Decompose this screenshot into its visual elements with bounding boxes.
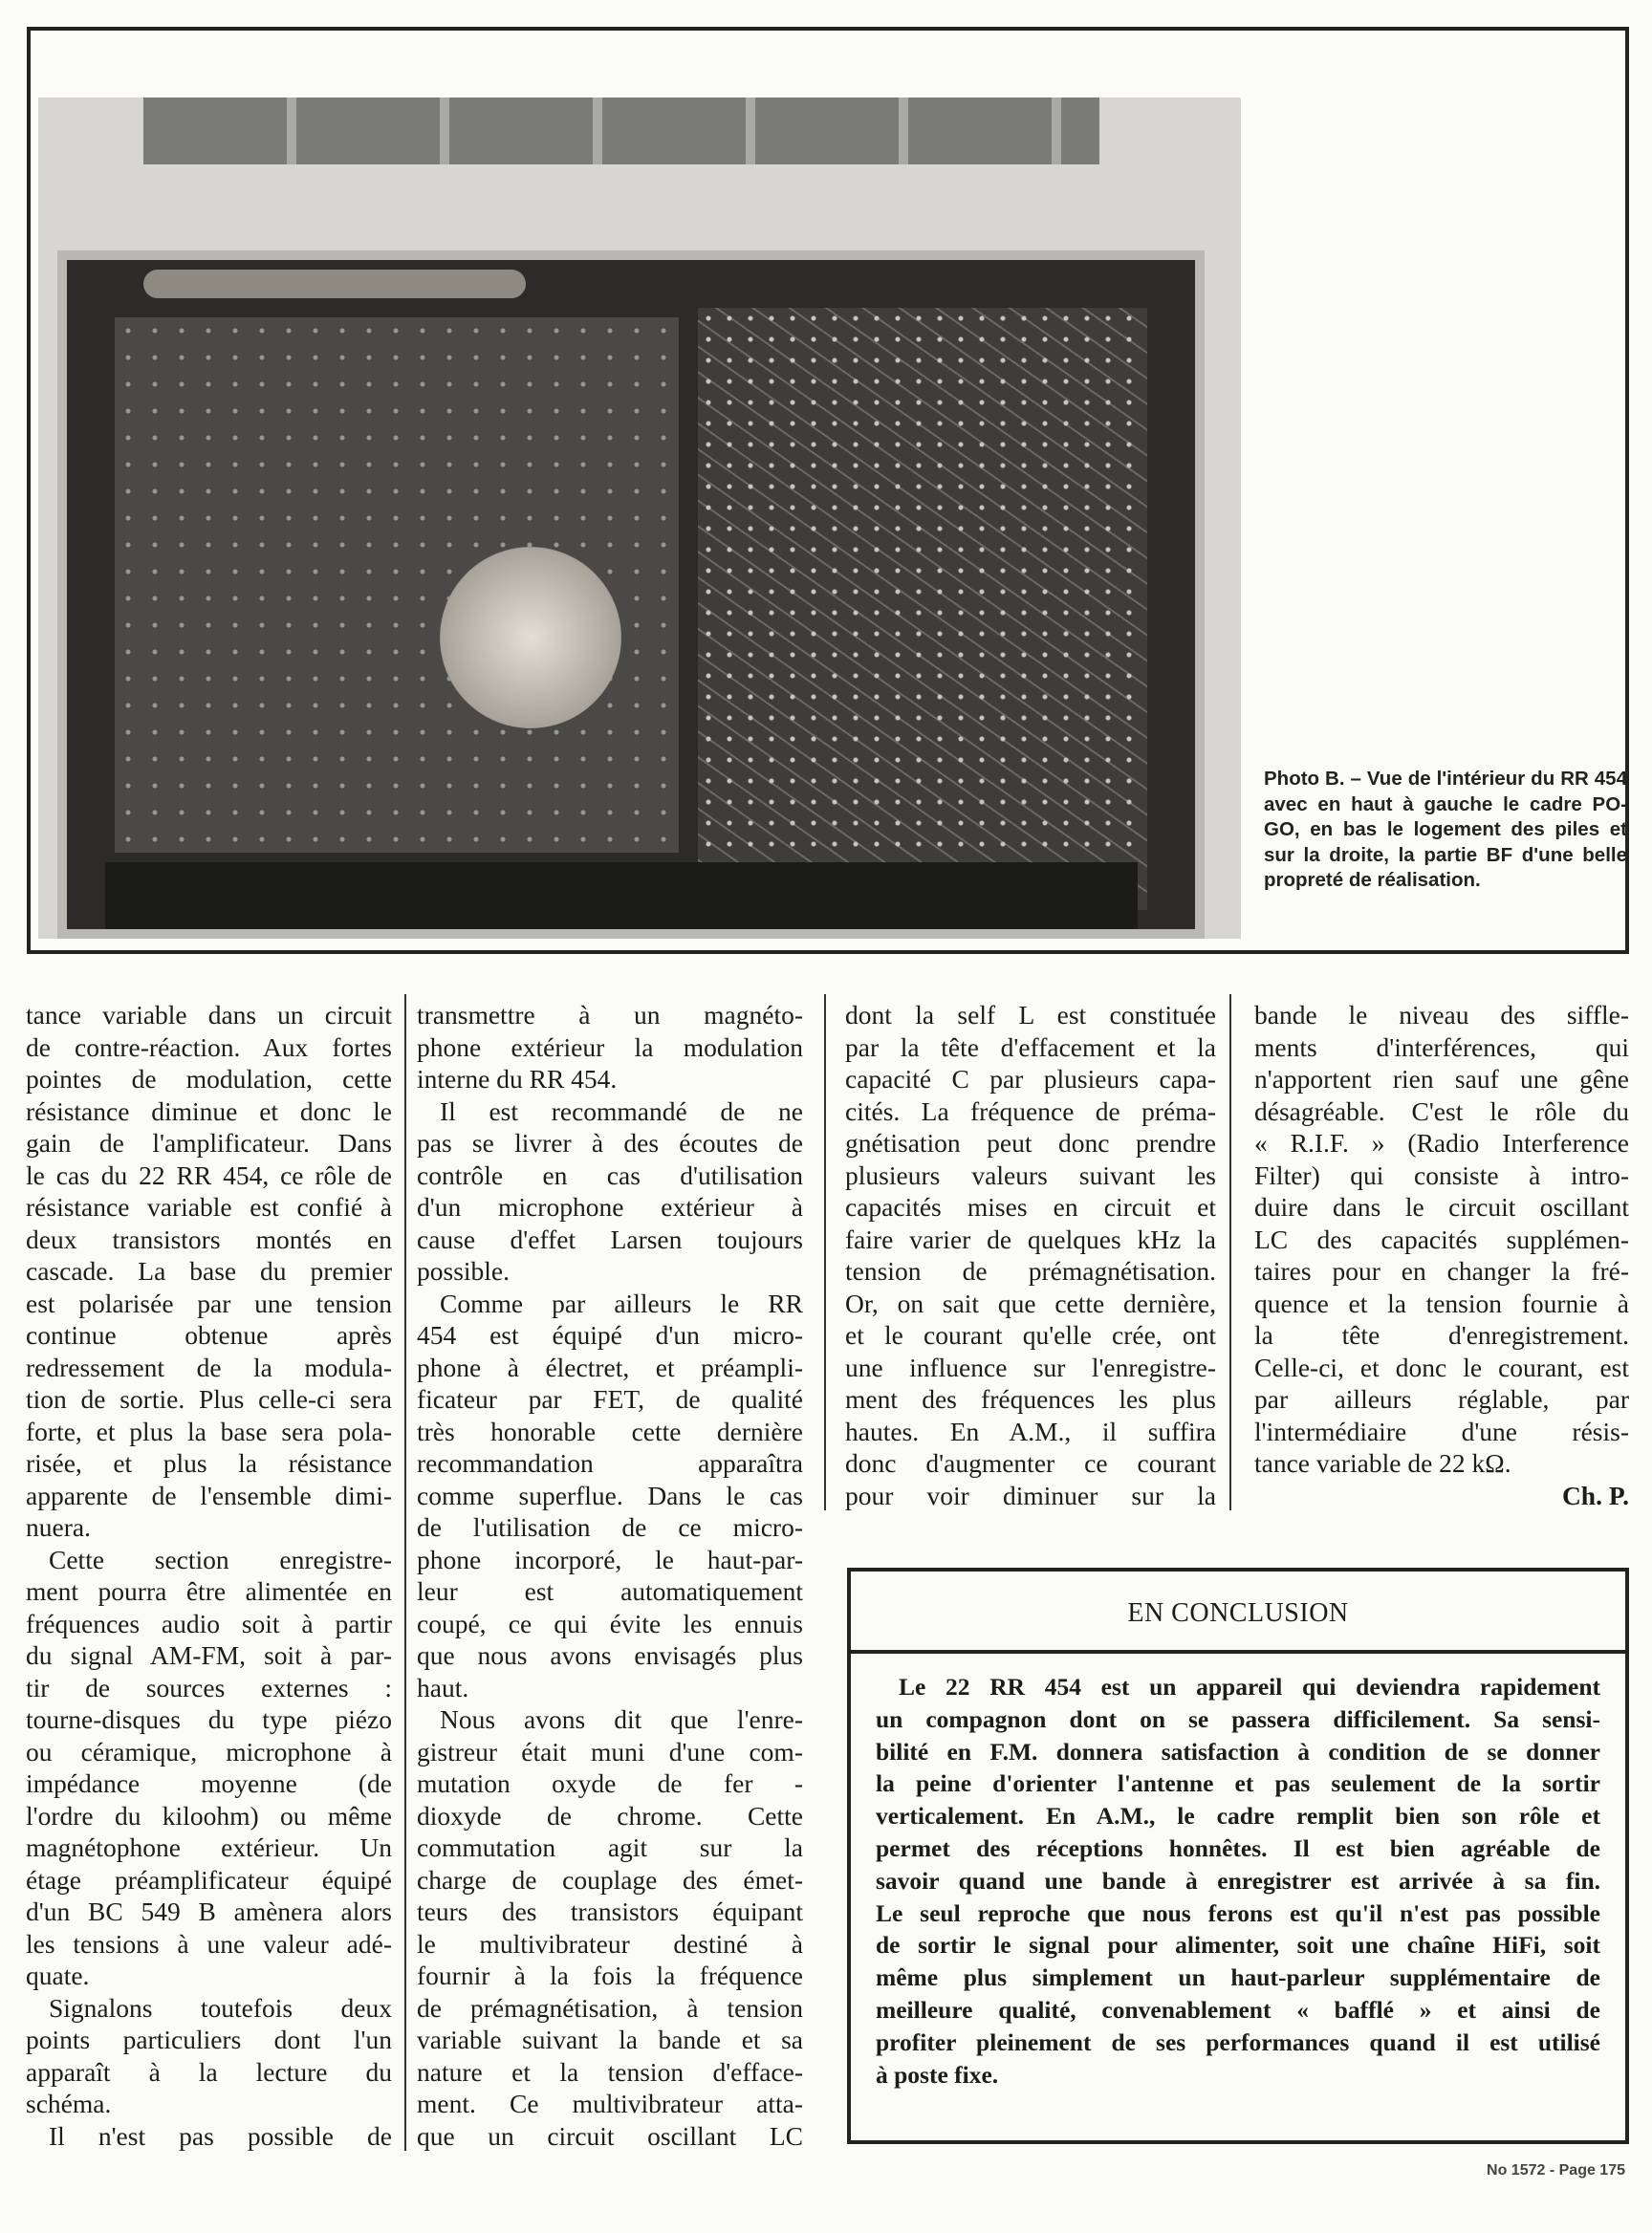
text-line: donc d'augmenter ce courant <box>845 1448 1216 1478</box>
article-column-2 <box>417 999 803 2152</box>
text-line: Il n'est pas possible de <box>49 2120 392 2151</box>
text-line: coupé, ce qui évite les ennuis <box>417 1608 803 1638</box>
text-line: commutation agit sur la <box>417 1832 803 1862</box>
text-line: tance variable de 22 kΩ. <box>1254 1448 1511 1478</box>
text-line: Le seul reproche que nous ferons est qu'il n'est pas possible <box>876 1898 1600 1927</box>
text-line: gnétisation peut donc prendre <box>845 1128 1216 1158</box>
text-line: haut. <box>417 1672 469 1702</box>
text-line: risée, et plus la résistance <box>26 1448 392 1478</box>
column-divider <box>404 994 406 2151</box>
photo-ferrite-antenna <box>143 270 526 298</box>
text-line: permet des réceptions honnêtes. Il est bien agréable de <box>876 1833 1600 1862</box>
text-line: plusieurs valeurs suivant les <box>845 1160 1216 1190</box>
text-line: la tête d'enregistrement. <box>1254 1320 1629 1350</box>
text-line: bande le niveau des siffle- <box>1254 1000 1629 1030</box>
text-line: ou céramique, microphone à <box>26 1736 392 1767</box>
text-line: de prémagnétisation, à tension <box>417 1992 803 2023</box>
text-line: même plus simplement un haut-parleur supplémentaire de <box>876 1963 1600 1992</box>
text-line: ment pourra être alimentée en <box>26 1576 392 1606</box>
text-line: est polarisée par une tension <box>26 1288 392 1318</box>
article-column-1 <box>26 999 392 2152</box>
text-line: tourne-disques du type piézo <box>26 1704 392 1734</box>
text-line: que nous avons envisagés plus <box>417 1640 803 1670</box>
text-line: par ailleurs réglable, par <box>1254 1384 1629 1414</box>
text-line: fréquences audio soit à partir <box>26 1608 392 1638</box>
text-line: ment des fréquences les plus <box>845 1384 1216 1414</box>
text-line: taires pour en changer la fré- <box>1254 1256 1629 1286</box>
text-line: tance variable dans un circuit <box>26 1000 392 1030</box>
text-line: gistreur était muni d'une com- <box>417 1736 803 1767</box>
text-line: résistance variable est confié à <box>26 1192 392 1222</box>
text-line: le multivibrateur destiné à <box>417 1928 803 1959</box>
text-line: verticalement. En A.M., le cadre remplit bien son rôle et <box>876 1802 1600 1831</box>
text-line: variable suivant la bande et sa <box>417 2025 803 2054</box>
text-line: fournir à la fois la fréquence <box>417 1961 803 1990</box>
text-line: résistance diminue et donc le <box>26 1095 392 1126</box>
text-line: duire dans le circuit oscillant <box>1254 1192 1629 1222</box>
text-line: LC des capacités supplémen- <box>1254 1224 1629 1254</box>
photo-bf-board <box>698 308 1147 910</box>
text-line: faire varier de quelques kHz la <box>845 1224 1216 1254</box>
text-line: Or, on sait que cette dernière, <box>845 1288 1216 1318</box>
text-line: dioxyde de chrome. Cette <box>417 1800 803 1831</box>
text-line: Filter) qui consiste à intro- <box>1254 1160 1629 1190</box>
text-line: cascade. La base du premier <box>26 1256 392 1286</box>
text-line: la peine d'orienter l'antenne et pas seulement de la sortir <box>876 1769 1600 1798</box>
text-line: mutation oxyde de fer - <box>417 1768 803 1798</box>
text-line: tir de sources externes : <box>26 1672 392 1702</box>
text-line: à poste fixe. <box>876 2060 999 2089</box>
text-line: interne du RR 454. <box>417 1064 618 1094</box>
text-line: leur est automatiquement <box>417 1576 803 1606</box>
text-line: de l'utilisation de ce micro- <box>417 1512 803 1542</box>
photo-frame <box>27 27 1629 954</box>
text-line: d'un microphone extérieur à <box>417 1192 803 1222</box>
text-line: schéma. <box>26 2089 112 2118</box>
text-line: hautes. En A.M., il suffira <box>845 1416 1216 1446</box>
text-line: tension de prémagnétisation. <box>845 1256 1216 1286</box>
text-line: impédance moyenne (de <box>26 1768 392 1798</box>
text-line: du signal AM-FM, soit à par- <box>26 1640 392 1670</box>
text-line: possible. <box>417 1256 511 1286</box>
text-line: continue obtenue après <box>26 1320 392 1350</box>
column-divider <box>1229 994 1231 1510</box>
photo-radio-interior <box>38 98 1241 939</box>
text-line: forte, et plus la base sera pola- <box>26 1416 392 1446</box>
text-line: cités. La fréquence de préma- <box>845 1095 1216 1126</box>
text-line: d'un BC 549 B amènera alors <box>26 1897 392 1926</box>
text-line: de sortir le signal pour alimenter, soit une chaîne HiFi, soit <box>876 1931 1600 1960</box>
text-line: meilleure qualité, convenablement « bafflé » et ainsi de <box>876 1995 1600 2024</box>
text-line: ficateur par FET, de qualité <box>417 1384 803 1414</box>
text-line: « R.I.F. » (Radio Interference <box>1254 1128 1629 1158</box>
text-line: 454 est équipé d'un micro- <box>417 1320 803 1350</box>
text-line: capacité C par plusieurs capa- <box>845 1064 1216 1094</box>
photo-handle <box>143 98 1099 164</box>
text-line: cause d'effet Larsen toujours <box>417 1224 803 1254</box>
text-line: l'ordre du kiloohm) ou même <box>26 1800 392 1831</box>
text-line: recommandation apparaîtra <box>417 1448 803 1478</box>
text-line: apparaît à la lecture du <box>26 2056 392 2087</box>
text-line: profiter pleinement de ses performances quand il est utilisé <box>876 2027 1600 2056</box>
text-line: nuera. <box>26 1512 91 1542</box>
text-line: points particuliers dont l'un <box>26 2025 392 2054</box>
text-line: n'apportent rien sauf une gêne <box>1254 1064 1629 1094</box>
text-line: le cas du 22 RR 454, ce rôle de <box>26 1160 392 1190</box>
text-line: Il est recommandé de ne <box>440 1095 803 1126</box>
text-line: par la tête d'effacement et la <box>845 1031 1216 1062</box>
text-line: quence et la tension fournie à <box>1254 1288 1629 1318</box>
text-line: contrôle en cas d'utilisation <box>417 1160 803 1190</box>
text-line: teurs des transistors équipant <box>417 1897 803 1926</box>
text-line: ment. Ce multivibrateur atta- <box>417 2089 803 2118</box>
author-signature: Ch. P. <box>1561 1480 1629 1510</box>
conclusion-box <box>847 1568 1629 2144</box>
text-line: une influence sur l'enregistre- <box>845 1352 1216 1382</box>
text-line: étage préamplificateur équipé <box>26 1864 392 1895</box>
text-line: l'intermédiaire d'une résis- <box>1254 1416 1629 1446</box>
text-line: quate. <box>26 1961 90 1990</box>
text-line: très honorable cette dernière <box>417 1416 803 1446</box>
conclusion-title: EN CONCLUSION <box>1127 1598 1349 1628</box>
text-line: désagréable. C'est le rôle du <box>1254 1095 1629 1126</box>
page-footer: No 1572 - Page 175 <box>1487 2162 1625 2179</box>
text-line: Signalons toutefois deux <box>49 1992 392 2023</box>
text-line: comme superflue. Dans le cas <box>417 1480 803 1510</box>
text-line: que un circuit oscillant LC <box>417 2120 803 2151</box>
photo-speaker <box>440 547 621 728</box>
text-line: charge de couplage des émet- <box>417 1864 803 1895</box>
text-line: bilité en F.M. donnera satisfaction à condition de se donner <box>876 1737 1600 1766</box>
photo-caption: Photo B. – Vue de l'intérieur du RR 454 avec en haut à gauche le cadre PO-GO, en bas le logement des piles et sur la droite, la partie BF d'une belle propreté de réalisation. <box>1264 768 1627 891</box>
column-divider <box>824 994 826 1510</box>
text-line: savoir quand une bande à enregistrer est arrivée à sa fin. <box>876 1866 1600 1895</box>
conclusion-text <box>876 1671 1600 2091</box>
text-line: Le 22 RR 454 est un appareil qui deviendra rapidement <box>899 1673 1600 1701</box>
text-line: Comme par ailleurs le RR <box>440 1288 803 1318</box>
text-line: apparente de l'ensemble dimi- <box>26 1480 392 1510</box>
text-line: les tensions à une valeur adé- <box>26 1928 392 1959</box>
article-column-4 <box>1254 999 1629 1511</box>
conclusion-divider <box>851 1650 1625 1654</box>
text-line: tion de sortie. Plus celle-ci sera <box>26 1384 392 1414</box>
text-line: phone incorporé, le haut-par- <box>417 1544 803 1574</box>
photo-battery-compartment <box>105 862 1138 929</box>
text-line: un compagnon dont on se passera difficilement. Sa sensi- <box>876 1704 1600 1733</box>
text-line: phone à électret, et préampli- <box>417 1352 803 1382</box>
text-line: pour voir diminuer sur la <box>845 1480 1216 1510</box>
text-line: Nous avons dit que l'enre- <box>440 1704 803 1734</box>
text-line: redressement de la modula- <box>26 1352 392 1382</box>
text-line: Cette section enregistre- <box>49 1544 392 1574</box>
article-column-3 <box>845 999 1216 1511</box>
text-line: dont la self L est constituée <box>845 1000 1216 1030</box>
text-line: et le courant qu'elle crée, ont <box>845 1320 1216 1350</box>
text-line: capacités mises en circuit et <box>845 1192 1216 1222</box>
text-line: phone extérieur la modulation <box>417 1031 803 1062</box>
text-line: nature et la tension d'efface- <box>417 2056 803 2087</box>
text-line: gain de l'amplificateur. Dans <box>26 1128 392 1158</box>
text-line: deux transistors montés en <box>26 1224 392 1254</box>
text-line: ments d'interférences, qui <box>1254 1031 1629 1062</box>
text-line: pointes de modulation, cette <box>26 1064 392 1094</box>
text-line: Celle-ci, et donc le courant, est <box>1254 1352 1629 1382</box>
text-line: magnétophone extérieur. Un <box>26 1832 392 1862</box>
text-line: pas se livrer à des écoutes de <box>417 1128 803 1158</box>
text-line: transmettre à un magnéto- <box>417 1000 803 1030</box>
text-line: de contre-réaction. Aux fortes <box>26 1031 392 1062</box>
